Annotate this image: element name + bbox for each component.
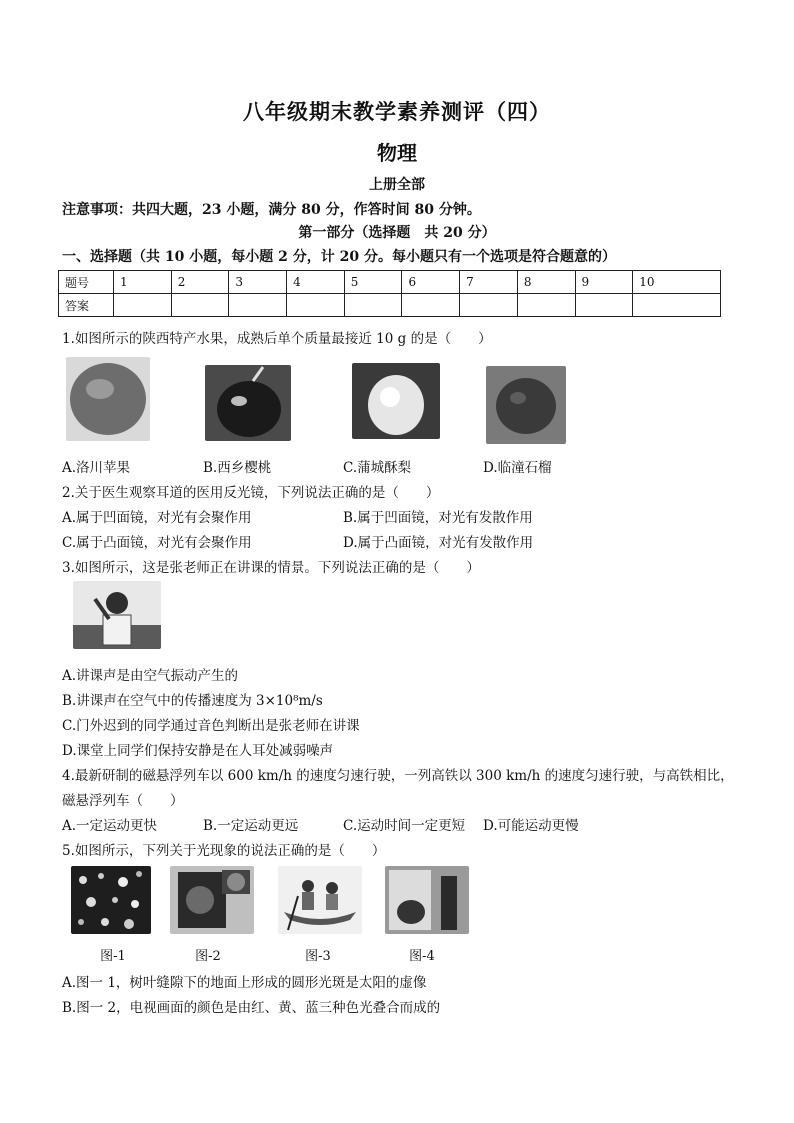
section-heading: 一、选择题（共 10 小题，每小题 2 分，计 20 分。每小题只有一个选项是符合题意的） xyxy=(62,249,616,265)
answer-cell[interactable] xyxy=(229,294,287,317)
question-3-option-d: D.课堂上同学们保持安静是在人耳处减弱噪声 xyxy=(62,743,334,759)
question-2-option-c: C.属于凸面镜，对光有会聚作用 xyxy=(62,535,252,551)
answer-cell[interactable] xyxy=(460,294,518,317)
answer-cell[interactable] xyxy=(402,294,460,317)
question-3-option-c: C.门外迟到的同学通过音色判断出是张老师在讲课 xyxy=(62,718,360,734)
figure-2-tv-screen xyxy=(170,866,254,934)
question-number: 7 xyxy=(460,271,518,294)
question-4-stem-line-2: 磁悬浮列车（ ） xyxy=(62,793,184,809)
question-5-stem: 5.如图所示，下列关于光现象的说法正确的是（ ） xyxy=(62,843,386,859)
question-number: 2 xyxy=(171,271,229,294)
question-5-option-b: B.图一 2，电视画面的颜色是由红、黄、蓝三种色光叠合而成的 xyxy=(62,1000,441,1016)
question-4-option-c: C.运动时间一定更短 xyxy=(343,818,466,834)
question-1-option-d: D.临潼石榴 xyxy=(483,460,552,476)
question-number: 8 xyxy=(517,271,575,294)
answer-table xyxy=(58,270,721,317)
question-number: 9 xyxy=(575,271,633,294)
cherry-photo xyxy=(205,365,291,441)
pomegranate-photo xyxy=(486,366,566,444)
exam-scope: 上册全部 xyxy=(369,177,425,193)
answer-cell[interactable] xyxy=(287,294,345,317)
question-1-stem: 1.如图所示的陕西特产水果，成熟后单个质量最接近 10 g 的是（ ） xyxy=(62,331,492,347)
question-4-option-b: B.一定运动更远 xyxy=(203,818,299,834)
question-3-option-a: A.讲课声是由空气振动产生的 xyxy=(62,668,239,684)
figure-2-caption: 图-2 xyxy=(195,949,221,964)
figure-3-fishing-boat xyxy=(278,866,362,934)
question-2-option-d: D.属于凸面镜，对光有发散作用 xyxy=(343,535,534,551)
question-number: 10 xyxy=(633,271,721,294)
question-4-stem-line-1: 4.最新研制的磁悬浮列车以 600 km/h 的速度匀速行驶，一列高铁以 300 km/h 的速度匀速行驶，与高铁相比， xyxy=(62,768,734,784)
question-3-stem: 3.如图所示，这是张老师正在讲课的情景。下列说法正确的是（ ） xyxy=(62,560,480,576)
question-1-option-c: C.蒲城酥梨 xyxy=(343,460,412,476)
question-5-option-a: A.图一 1，树叶缝隙下的地面上形成的圆形光斑是太阳的虚像 xyxy=(62,975,427,991)
table-row xyxy=(59,294,721,317)
exam-title: 八年级期末教学素养测评（四） xyxy=(243,99,551,124)
table-row-header: 题号 xyxy=(59,271,114,294)
answer-cell[interactable] xyxy=(633,294,721,317)
table-row xyxy=(59,271,721,294)
answer-cell[interactable] xyxy=(344,294,402,317)
exam-notice: 注意事项：共四大题，23 小题，满分 80 分，作答时间 80 分钟。 xyxy=(62,202,481,218)
question-2-stem: 2.关于医生观察耳道的医用反光镜，下列说法正确的是（ ） xyxy=(62,485,440,501)
question-4-option-a: A.一定运动更快 xyxy=(62,818,158,834)
answer-cell[interactable] xyxy=(517,294,575,317)
question-1-option-b: B.西乡樱桃 xyxy=(203,460,272,476)
figure-4-shadow-scene xyxy=(385,866,469,934)
question-number: 3 xyxy=(229,271,287,294)
question-4-option-d: D.可能运动更慢 xyxy=(483,818,579,834)
question-1-option-a: A.洛川苹果 xyxy=(62,460,131,476)
question-number: 5 xyxy=(344,271,402,294)
question-2-option-b: B.属于凹面镜，对光有发散作用 xyxy=(343,510,533,526)
figure-3-caption: 图-3 xyxy=(305,949,331,964)
part-heading: 第一部分（选择题 共 20 分） xyxy=(298,225,496,241)
apple-photo xyxy=(66,357,150,441)
answer-cell[interactable] xyxy=(114,294,172,317)
figure-1-caption: 图-1 xyxy=(100,949,126,964)
figure-4-caption: 图-4 xyxy=(409,949,435,964)
question-3-option-b: B.讲课声在空气中的传播速度为 3×10⁸m/s xyxy=(62,693,323,709)
answer-cell[interactable] xyxy=(575,294,633,317)
subject-title: 物理 xyxy=(377,141,417,165)
question-number: 6 xyxy=(402,271,460,294)
pear-photo xyxy=(352,363,440,439)
teacher-photo xyxy=(73,581,161,649)
question-number: 1 xyxy=(114,271,172,294)
table-row-header: 答案 xyxy=(59,294,114,317)
question-number: 4 xyxy=(287,271,345,294)
answer-cell[interactable] xyxy=(171,294,229,317)
question-2-option-a: A.属于凹面镜，对光有会聚作用 xyxy=(62,510,252,526)
figure-1-light-spots xyxy=(71,866,151,934)
